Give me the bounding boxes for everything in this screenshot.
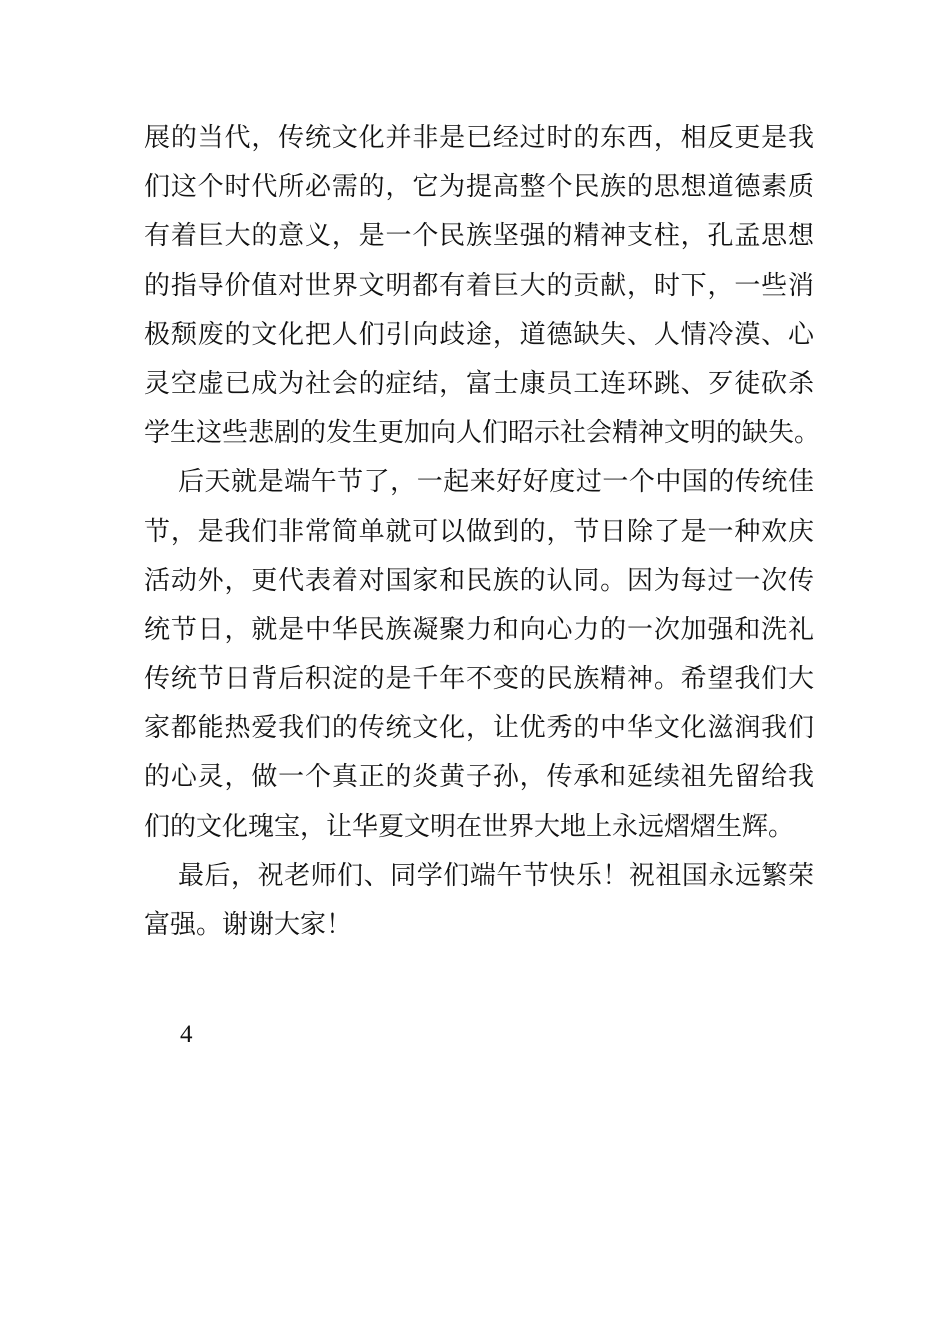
text-line: 的心灵，做一个真正的炎黄子孙，传承和延续祖先留给我 [144, 762, 814, 793]
text-line: 后天就是端午节了，一起来好好度过一个中国的传统佳 [178, 467, 814, 498]
text-line: 学生这些悲剧的发生更加向人们昭示社会精神文明的缺失。 [144, 418, 821, 449]
text-line: 展的当代，传统文化并非是已经过时的东西，相反更是我 [144, 123, 814, 153]
text-line: 最后，祝老师们、同学们端午节快乐！祝祖国永远繁荣 [178, 860, 814, 891]
text-line: 灵空虚已成为社会的症结，富士康员工连环跳、歹徒砍杀 [144, 368, 814, 399]
text-line: 有着巨大的意义，是一个民族坚强的精神支柱，孔孟思想 [144, 221, 814, 252]
page-number: 4 [180, 1021, 193, 1048]
text-line: 富强。谢谢大家！ [144, 910, 353, 940]
text-line: 活动外，更代表着对国家和民族的认同。因为每过一次传 [144, 565, 814, 596]
text-line: 极颓废的文化把人们引向歧途，道德缺失、人情冷漠、心 [144, 319, 814, 350]
text-line: 的指导价值对世界文明都有着巨大的贡献，时下，一些消 [144, 270, 814, 301]
text-line: 传统节日背后积淀的是千年不变的民族精神。希望我们大 [144, 664, 814, 695]
text-line: 统节日，就是中华民族凝聚力和向心力的一次加强和洗礼 [144, 614, 814, 645]
text-line: 们这个时代所必需的，它为提高整个民族的思想道德素质 [144, 172, 814, 203]
body-text [144, 114, 821, 950]
text-line: 家都能热爱我们的传统文化，让优秀的中华文化滋润我们 [144, 713, 814, 744]
text-line: 节，是我们非常简单就可以做到的，节日除了是一种欢庆 [144, 516, 814, 547]
text-line: 们的文化瑰宝，让华夏文明在世界大地上永远熠熠生辉。 [144, 811, 795, 842]
